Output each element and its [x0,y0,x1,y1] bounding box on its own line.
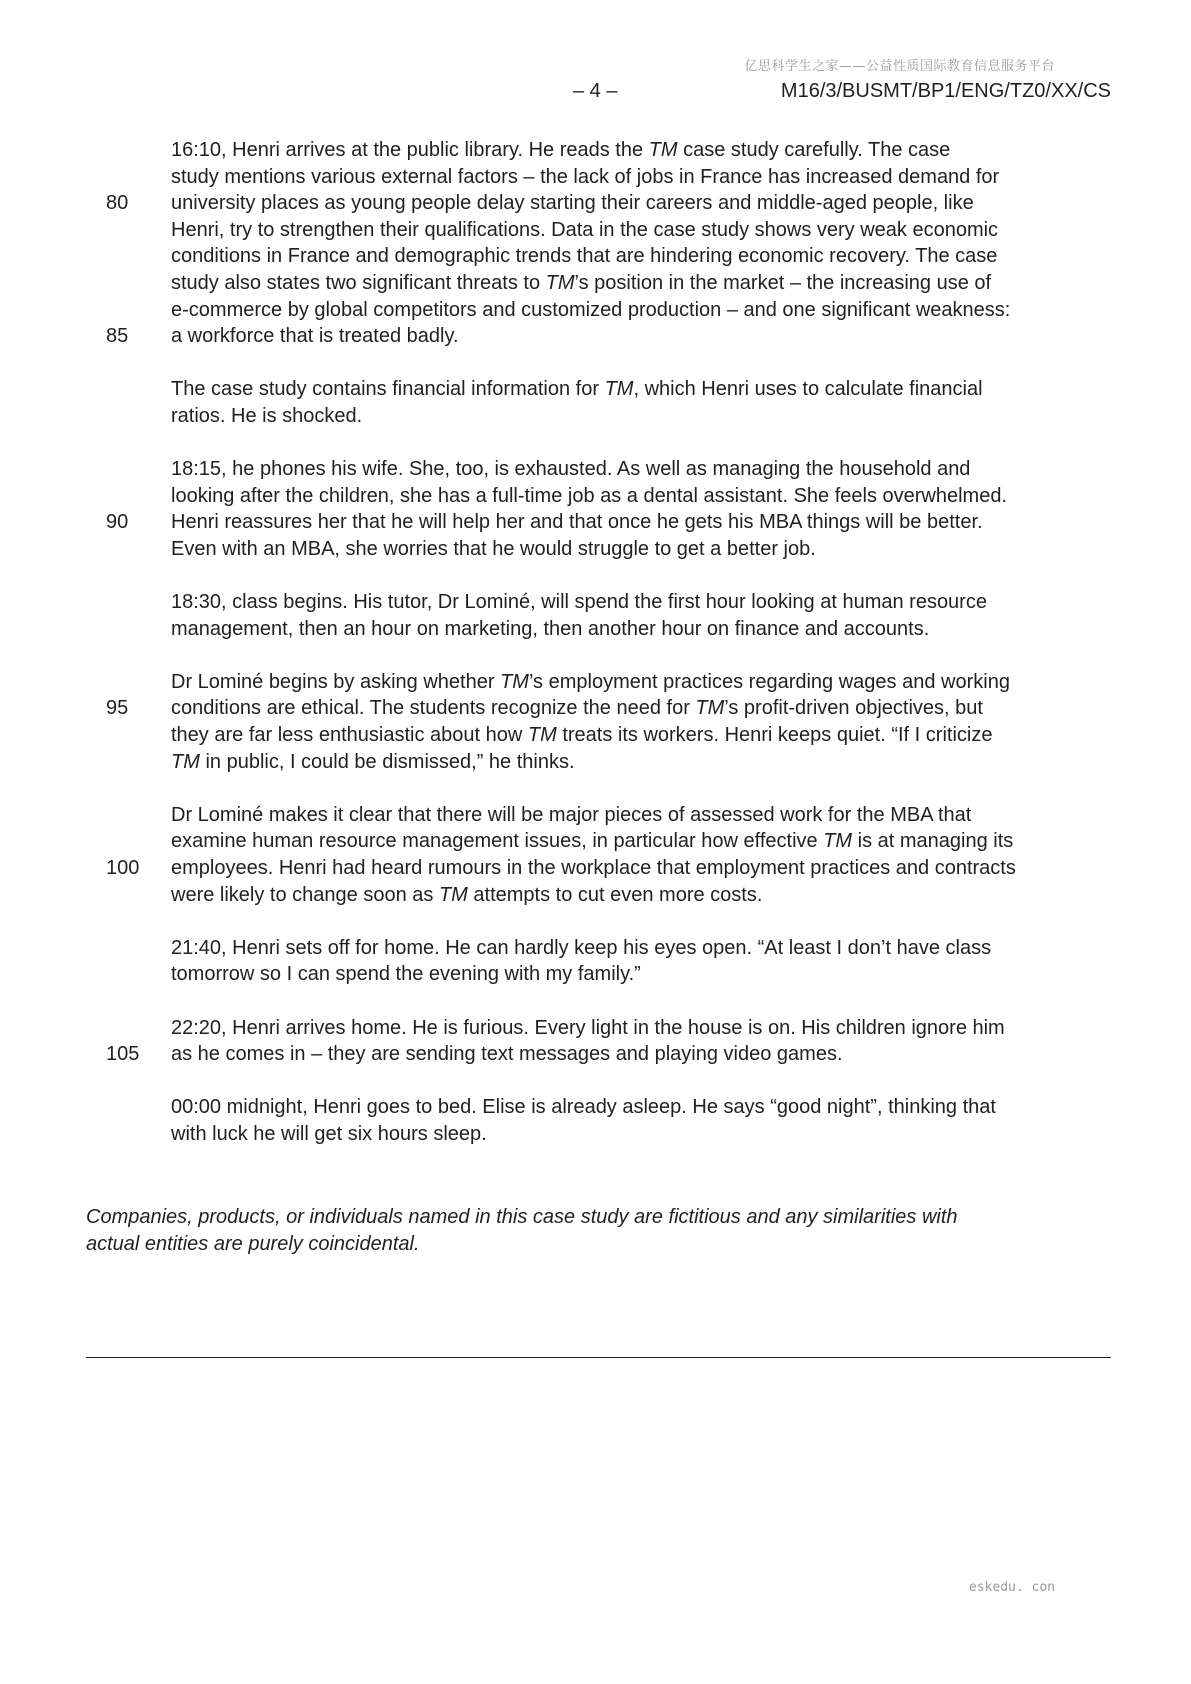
line-text [171,1041,843,1068]
text-line [0,882,1191,909]
text-line [0,323,1191,350]
italic-segment: TM [695,697,725,720]
line-text [171,749,575,776]
line-text [171,935,991,962]
line-text [171,137,950,164]
text-line [0,509,1191,536]
paragraph-gap [0,908,1191,935]
text-line [0,164,1191,191]
line-number: 80 [106,192,129,215]
text-segment: Dr Lominé begins by asking whether [171,670,501,693]
italic-segment: TM [438,883,468,906]
text-segment: study also states two significant threats to [171,271,546,294]
text-line [0,243,1191,270]
line-text [171,1094,996,1121]
line-number: 90 [106,511,129,534]
text-line [0,828,1191,855]
text-line [0,855,1191,882]
line-text [171,961,641,988]
line-number: 95 [106,697,129,720]
text-segment: examine human resource management issues, in particular how effective [171,830,824,853]
text-segment: Even with an MBA, she worries that he would struggle to get a better job. [171,537,816,560]
text-segment: case study carefully. The case [677,139,951,161]
text-segment: study mentions various external factors – the lack of jobs in France has increased demand for [171,165,1000,188]
text-line [0,722,1191,749]
text-segment: e-commerce by global competitors and customized production – and one significant weakness: [171,298,1011,321]
text-segment: ’s position in the market – the increasing use of [574,271,992,294]
text-segment: conditions are ethical. The students recognize the need for [171,697,696,720]
text-segment: management, then an hour on marketing, then another hour on finance and accounts. [171,617,930,640]
italic-segment: TM [823,830,853,853]
text-line [0,403,1191,430]
paragraph-gap [0,563,1191,590]
text-line [0,935,1191,962]
text-line [0,749,1191,776]
line-text [171,882,762,909]
watermark-text: 亿思科学生之家——公益性质国际教育信息服务平台 [744,59,1055,74]
text-line [0,190,1191,217]
text-segment: is at managing its [852,830,1014,853]
text-segment: Henri reassures her that he will help her and that once he gets his MBA things will be better. [171,511,983,534]
text-line [0,1094,1191,1121]
text-segment: ratios. He is shocked. [171,404,363,427]
line-text [171,536,816,563]
line-text [171,855,1016,882]
text-segment: Henri, try to strengthen their qualifications. Data in the case study shows very weak economic [171,218,999,241]
text-line [0,589,1191,616]
text-line [0,1015,1191,1042]
disclaimer-line: Companies, products, or individuals named in this case study are fictitious and any similarities with [86,1206,958,1228]
text-line [0,616,1191,643]
text-segment: 00:00 midnight, Henri goes to bed. Elise is already asleep. He says “good night”, thinking that [171,1096,996,1119]
line-text [171,164,999,191]
paragraph-gap [0,1068,1191,1095]
text-line [0,1041,1191,1068]
text-segment: ’s profit-driven objectives, but [724,697,983,720]
text-segment: university places as young people delay starting their careers and middle-aged people, like [171,192,974,215]
line-text [171,190,974,217]
line-text [171,403,362,430]
text-line [0,456,1191,483]
paragraph-gap [0,350,1191,377]
text-segment: attempts to cut even more costs. [467,883,763,906]
line-text [171,1015,1005,1042]
paragraph-gap [0,775,1191,802]
disclaimer-line: actual entities are purely coincidental. [86,1232,420,1255]
line-text [171,483,1007,510]
paragraph-gap [0,430,1191,457]
italic-segment: TM [527,724,557,747]
case-study-text [0,137,1191,1148]
text-line [0,802,1191,829]
line-number: 105 [106,1043,140,1066]
disclaimer [86,1204,1116,1257]
text-segment: 21:40, Henri sets off for home. He can hardly keep his eyes open. “At least I don’t have class [171,936,992,959]
text-segment: were likely to change soon as [171,883,439,906]
text-segment: conditions in France and demographic trends that are hindering economic recovery. The case [171,245,998,268]
italic-segment: TM [171,750,200,773]
text-segment: 18:15, he phones his wife. She, too, is exhausted. As well as managing the household and [171,458,971,481]
horizontal-rule [86,1357,1111,1358]
text-segment: Dr Lominé makes it clear that there will be major pieces of assessed work for the MBA that [171,803,972,826]
line-text [171,1121,487,1148]
text-line [0,961,1191,988]
line-text [171,589,987,616]
text-line [0,297,1191,324]
text-segment: The case study contains financial information for [171,378,605,401]
text-line [0,217,1191,244]
text-segment: 22:20, Henri arrives home. He is furious. Every light in the house is on. His children ignore him [171,1016,1005,1039]
italic-segment: TM [545,271,575,294]
text-segment: looking after the children, she has a full-time job as a dental assistant. She feels overwhelmed. [171,484,1008,507]
text-segment: ’s employment practices regarding wages and working [528,670,1010,693]
text-segment: treats its workers. Henri keeps quiet. “If I criticize [556,724,993,747]
text-segment: , which Henri uses to calculate financial [633,378,983,401]
text-segment: tomorrow so I can spend the evening with my family.” [171,963,641,986]
text-segment: 18:30, class begins. His tutor, Dr Lominé, will spend the first hour looking at human resource [171,591,987,614]
document-code: M16/3/BUSMT/BP1/ENG/TZ0/XX/CS [780,80,1111,102]
line-text [171,616,929,643]
line-number: 100 [106,857,140,880]
italic-segment: TM [648,139,678,161]
text-line [0,270,1191,297]
text-segment: in public, I could be dismissed,” he thinks. [199,750,575,773]
text-segment: they are far less enthusiastic about how [171,724,528,747]
line-text [171,323,459,350]
line-text [171,802,971,829]
text-line [0,695,1191,722]
text-segment: with luck he will get six hours sleep. [171,1122,487,1145]
paragraph-gap [0,988,1191,1015]
line-text [171,270,991,297]
footer-site: eskedu. con [968,1580,1055,1595]
line-text [171,217,998,244]
text-line [0,1121,1191,1148]
text-segment: a workforce that is treated badly. [171,325,459,348]
line-number: 85 [106,325,129,348]
line-text [171,669,1010,696]
text-segment: 16:10, Henri arrives at the public library. He reads the [171,139,649,161]
text-line [0,137,1191,164]
line-text [171,509,983,536]
line-text [171,722,992,749]
line-text [171,297,1010,324]
italic-segment: TM [500,670,529,693]
text-line [0,376,1191,403]
text-segment: as he comes in – they are sending text messages and playing video games. [171,1043,843,1066]
paragraph-gap [0,642,1191,669]
line-text [171,376,983,403]
line-text [171,456,970,483]
text-line [0,483,1191,510]
text-line [0,669,1191,696]
line-text [171,828,1013,855]
line-text [171,243,997,270]
text-line [0,536,1191,563]
line-text [171,695,983,722]
text-segment: employees. Henri had heard rumours in the workplace that employment practices and contracts [171,857,1016,880]
page-number: – 4 – [573,80,618,102]
italic-segment: TM [604,378,634,401]
